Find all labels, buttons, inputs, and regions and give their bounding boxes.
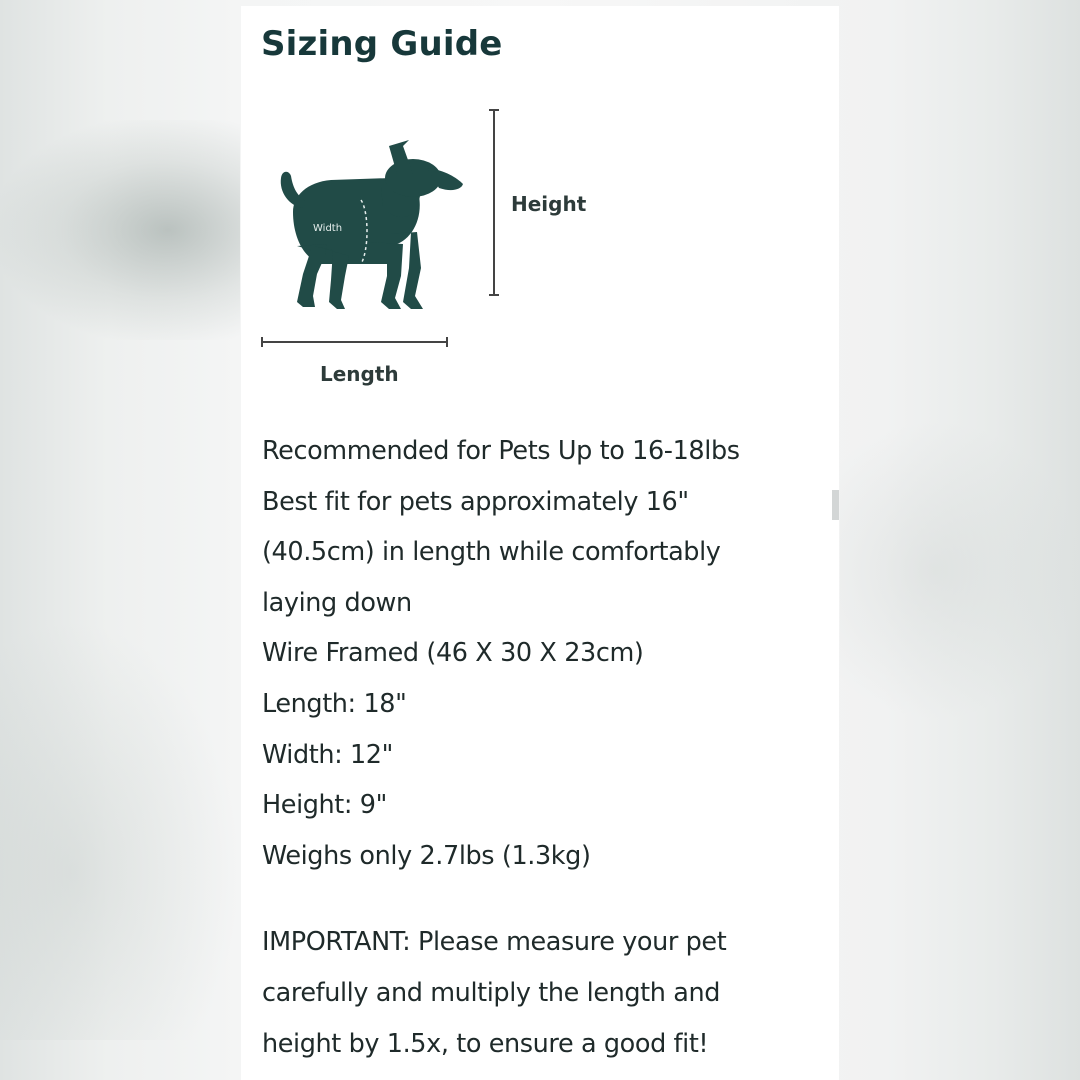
spec-line: Recommended for Pets Up to 16-18lbs bbox=[262, 436, 740, 466]
spec-line: (40.5cm) in length while comfortably bbox=[262, 537, 721, 568]
spec-line: Length: 18" bbox=[262, 688, 407, 719]
width-label: Width bbox=[313, 223, 343, 234]
page-title: Sizing Guide bbox=[261, 24, 503, 64]
product-spec-text bbox=[262, 426, 832, 1069]
scroll-handle[interactable] bbox=[832, 490, 839, 520]
height-label: Height bbox=[511, 192, 587, 216]
important-note-line: height by 1.5x, to ensure a good fit! bbox=[262, 1028, 709, 1059]
background-blur bbox=[840, 420, 1080, 720]
spec-line: Best fit for pets approximately 16" bbox=[262, 486, 689, 517]
height-indicator bbox=[489, 110, 499, 295]
important-note-line: carefully and multiply the length and bbox=[262, 977, 720, 1008]
background-blur bbox=[0, 120, 240, 340]
spec-line: Width: 12" bbox=[262, 739, 393, 770]
sizing-guide-panel bbox=[241, 6, 839, 1080]
spec-line: Wire Framed (46 X 30 X 23cm) bbox=[262, 638, 644, 669]
paragraph-gap bbox=[262, 881, 832, 917]
dog-silhouette-icon bbox=[281, 140, 463, 309]
spec-line: laying down bbox=[262, 587, 412, 618]
length-indicator bbox=[262, 337, 447, 347]
spec-line: Weighs only 2.7lbs (1.3kg) bbox=[262, 840, 591, 871]
background-blur bbox=[0, 620, 240, 1040]
spec-line: Height: 9" bbox=[262, 790, 387, 821]
important-note-line: IMPORTANT: Please measure your pet bbox=[262, 927, 727, 958]
length-label: Length bbox=[320, 362, 399, 386]
